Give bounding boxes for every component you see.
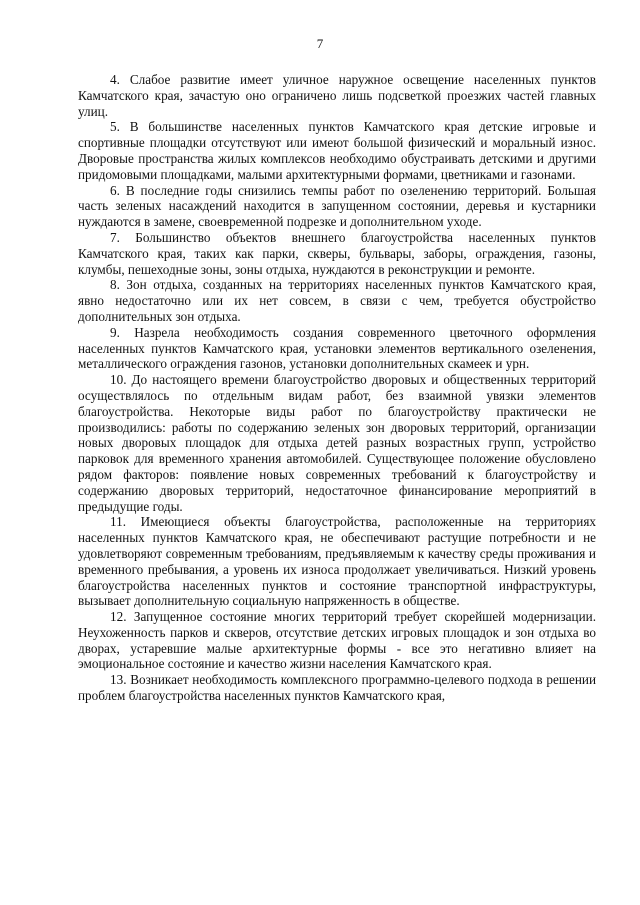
paragraph-6: 6. В последние годы снизились темпы работ по озеленению территорий. Большая часть зеленых насаждений находится в запущенном состоянии, деревья и кустарники нуждаются в замене, своевременной подрезке и дополнительном уходе. — [78, 182, 596, 230]
paragraph-7: 7. Большинство объектов внешнего благоустройства населенных пунктов Камчатского края, таких как парки, скверы, бульвары, заборы, ограждения, газоны, клумбы, пешеходные зоны, зоны отдыха, нуждаются в реконструкции и ремонте. — [78, 229, 596, 277]
document-body — [78, 72, 596, 704]
paragraph-11: 11. Имеющиеся объекты благоустройства, расположенные на территориях населенных пунктов Камчатского края, не обеспечивают растущие потребности и не удовлетворяют современным требованиям, предъявляемым к качеству среды проживания и временного пребывания, а уровень их износа продолжает увеличиваться. Низкий уровень благоустройства населенных пунктов и состояние транспортной инфраструктуры, вызывает дополнительную социальную напряженность в обществе. — [78, 514, 596, 609]
page-number: 7 — [316, 36, 324, 51]
paragraph-9: 9. Назрела необходимость создания современного цветочного оформления населенных пунктов Камчатского края, установки элементов вертикального озеленения, металлического ограждения газонов, установки дополнительных скамеек и урн. — [78, 324, 596, 372]
paragraph-12: 12. Запущенное состояние многих территорий требует скорейшей модернизации. Неухоженность парков и скверов, отсутствие детских игровых площадок и зон отдыха во дворах, устаревшие малые архитектурные формы - все это негативно влияет на эмоциональное состояние и качество жизни населения Камчатского края. — [78, 609, 596, 672]
paragraph-5: 5. В большинстве населенных пунктов Камчатского края детские игровые и спортивные площадки отсутствуют или имеют большой физический и моральный износ. Дворовые пространства жилых комплексов необходимо обустраивать детскими и другими придомовыми площадками, малыми архитектурными формами, цветниками и газонами. — [78, 119, 596, 182]
paragraph-4: 4. Слабое развитие имеет уличное наружное освещение населенных пунктов Камчатского края, зачастую оно ограничено лишь подсветкой проезжих частей главных улиц. — [78, 72, 596, 119]
paragraph-13: 13. Возникает необходимость комплексного программно-целевого подхода в решении проблем благоустройства населенных пунктов Камчатского края, — [78, 672, 596, 704]
paragraph-8: 8. Зон отдыха, созданных на территориях населенных пунктов Камчатского края, явно недостаточно или их нет совсем, в связи с чем, требуется обустройство дополнительных зон отдыха. — [78, 277, 596, 324]
paragraph-10: 10. До настоящего времени благоустройство дворовых и общественных территорий осуществлялось по отдельным видам работ, без взаимной увязки элементов благоустройства. Некоторые виды работ по благоустройству практически не производились: работы по содержанию зеленых зон дворовых территорий, организации новых дворовых площадок для отдыха детей разных возрастных групп, устройство парковок для временного хранения автомобилей. Существующее положение обусловлено рядом факторов: появление новых современных требований к благоустройству и содержанию дворовых территорий, недостаточное финансирование мероприятий в предыдущие годы. — [78, 372, 596, 514]
